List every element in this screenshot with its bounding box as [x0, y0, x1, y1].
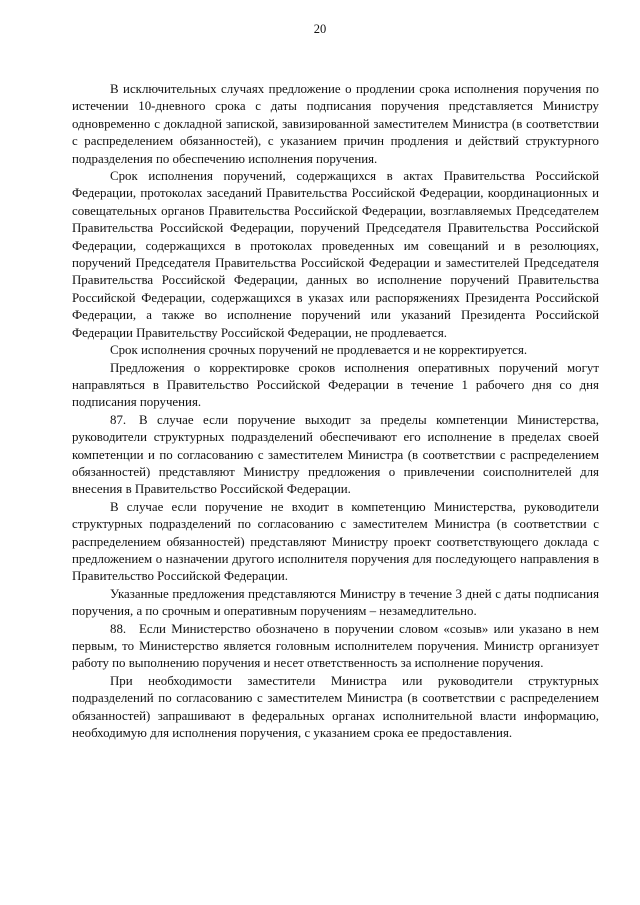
- paragraph-87: 87. В случае если поручение выходит за пределы компетенции Министерства, руководители структурных подразделений обеспечивают его исполнение в пределах своей компетенции и по согласованию с заместителем Министра (в соответствии с распределением обязанностей) представляют Министру предложения о привлечении соисполнителей для внесения в Правительство Российской Федерации.: [72, 412, 599, 497]
- page-number: 20: [313, 22, 327, 36]
- paragraph-deadline-not-extended: Срок исполнения поручений, содержащихся в актах Правительства Российской Федерации, протоколах заседаний Правительства Российской Федерации, координационных и совещательных органов Правительства Российской Федерации, возглавляемых Председателем Правительства Российской Федерации, поручений Председателя Правительства Российской Федерации, содержащихся в протоколах проведенных им совещаний и в резолюциях, поручений Председателя Правительства Российской Федерации и заместителей Председателя Правительства Российской Федерации, данных во исполнение поручений Правительства Российской Федерации, содержащихся в указах или распоряжениях Президента Российской Федерации, а также во исполнение поручений или указаний Президента Российской Федерации Правительству Российской Федерации, не продлевается.: [72, 169, 599, 340]
- paragraph-extension-proposal: В исключительных случаях предложение о продлении срока исполнения поручения по истечении 10-дневного срока с даты подписания поручения представляется Министру одновременно с докладной запиской, завизированной заместителем Министра (в соответствии с распределением обязанностей), с указанием причин продления и действий структурного подразделения по обеспечению исполнения поручения.: [72, 82, 599, 166]
- paragraph-88: 88. Если Министерство обозначено в поручении словом «созыв» или указано в нем первым, то Министерство является головным исполнителем поручения. Министр организует работу по выполнению поручения и несет ответственность за исполнение поручения.: [72, 621, 599, 671]
- document-body: [72, 81, 599, 742]
- paragraph-urgent-orders: Срок исполнения срочных поручений не продлевается и не корректируется.: [110, 343, 528, 358]
- paragraph-outside-competence: В случае если поручение не входит в компетенцию Министерства, руководители структурных подразделений по согласованию с заместителем Министра (в соответствии с распределением обязанностей) представляют Министру проект соответствующего доклада с предложением о назначении другого исполнителя поручения для последующего направления в Правительство Российской Федерации.: [72, 499, 599, 584]
- paragraph-correction-proposals: Предложения о корректировке сроков исполнения оперативных поручений могут направляться в Правительство Российской Федерации в течение 1 рабочего дня со дня подписания поручения.: [72, 360, 599, 410]
- paragraph-information-request: При необходимости заместители Министра или руководители структурных подразделений по согласованию с заместителем Министра (в соответствии с распределением обязанностей) запрашивают в федеральных органах исполнительной власти информацию, необходимую для исполнения поручения, с указанием срока ее предоставления.: [72, 673, 599, 741]
- paragraph-proposal-timing: Указанные предложения представляются Министру в течение 3 дней с даты подписания поручения, а по срочным и оперативным поручениям – незамедлительно.: [72, 586, 599, 619]
